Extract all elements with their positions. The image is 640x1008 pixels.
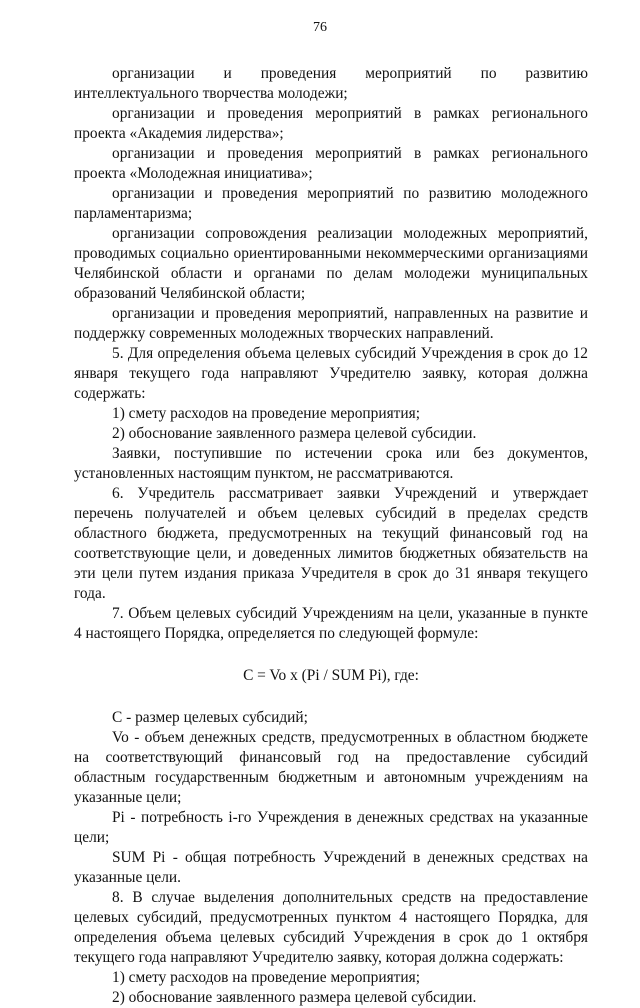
paragraph: организации и проведения мероприятий, направленных на развитие и поддержку современных молодежных творческих направлений. bbox=[74, 305, 588, 342]
paragraph: организации и проведения мероприятий по развитию интеллектуального творчества молодежи; bbox=[74, 65, 588, 102]
definition: Vo - объем денежных средств, предусмотренных в областном бюджете на соответствующий финансовый год на предоставление субсидий областным государственным бюджетным и автономным учреждениям на указанные цели; bbox=[74, 729, 588, 806]
paragraph: 1) смету расходов на проведение мероприятия; bbox=[112, 969, 420, 986]
document-body bbox=[74, 64, 588, 1008]
paragraph: 2) обоснование заявленного размера целевой субсидии. bbox=[112, 425, 477, 442]
paragraph: организации и проведения мероприятий в рамках регионального проекта «Молодежная инициатива»; bbox=[74, 145, 588, 182]
paragraph: 8. В случае выделения дополнительных средств на предоставление целевых субсидий, предусмотренных пунктом 4 настоящего Порядка, для определения объема целевых субсидий Учреждения в срок до 1 октября текущего года направляют Учредителю заявку, которая должна содержать: bbox=[74, 889, 588, 966]
paragraph: 5. Для определения объема целевых субсидий Учреждения в срок до 12 января текущего года направляют Учредителю заявку, которая должна содержать: bbox=[74, 345, 588, 402]
definition: SUM Pi - общая потребность Учреждений в денежных средствах на указанные цели. bbox=[74, 849, 588, 886]
paragraph: 6. Учредитель рассматривает заявки Учреждений и утверждает перечень получателей и объем целевых субсидий в пределах средств областного бюджета, предусмотренных на текущий финансовый год на соответствующие цели, и доведенных лимитов бюджетных обязательств на эти цели путем издания приказа Учредителя в срок до 31 января текущего года. bbox=[74, 485, 588, 602]
paragraph: организации и проведения мероприятий в рамках регионального проекта «Академия лидерства»; bbox=[74, 105, 588, 142]
paragraph: Заявки, поступившие по истечении срока или без документов, установленных настоящим пунктом, не рассматриваются. bbox=[74, 445, 588, 482]
definition: Pi - потребность i-го Учреждения в денежных средствах на указанные цели; bbox=[74, 809, 588, 846]
page-number: 76 bbox=[313, 20, 327, 35]
formula: C = Vo x (Pi / SUM Pi), где: bbox=[243, 667, 419, 684]
paragraph: 2) обоснование заявленного размера целевой субсидии. bbox=[112, 989, 477, 1006]
paragraph: 7. Объем целевых субсидий Учреждениям на цели, указанные в пункте 4 настоящего Порядка, определяется по следующей формуле: bbox=[74, 605, 588, 642]
paragraph: 1) смету расходов на проведение мероприятия; bbox=[112, 405, 420, 422]
paragraph: организации и проведения мероприятий по развитию молодежного парламентаризма; bbox=[74, 185, 588, 222]
paragraph: организации сопровождения реализации молодежных мероприятий, проводимых социально ориентированными некоммерческими организациями Челябинской области и органами по делам молодежи муниципальных образований Челябинской области; bbox=[74, 225, 588, 302]
definition: C - размер целевых субсидий; bbox=[112, 709, 308, 726]
